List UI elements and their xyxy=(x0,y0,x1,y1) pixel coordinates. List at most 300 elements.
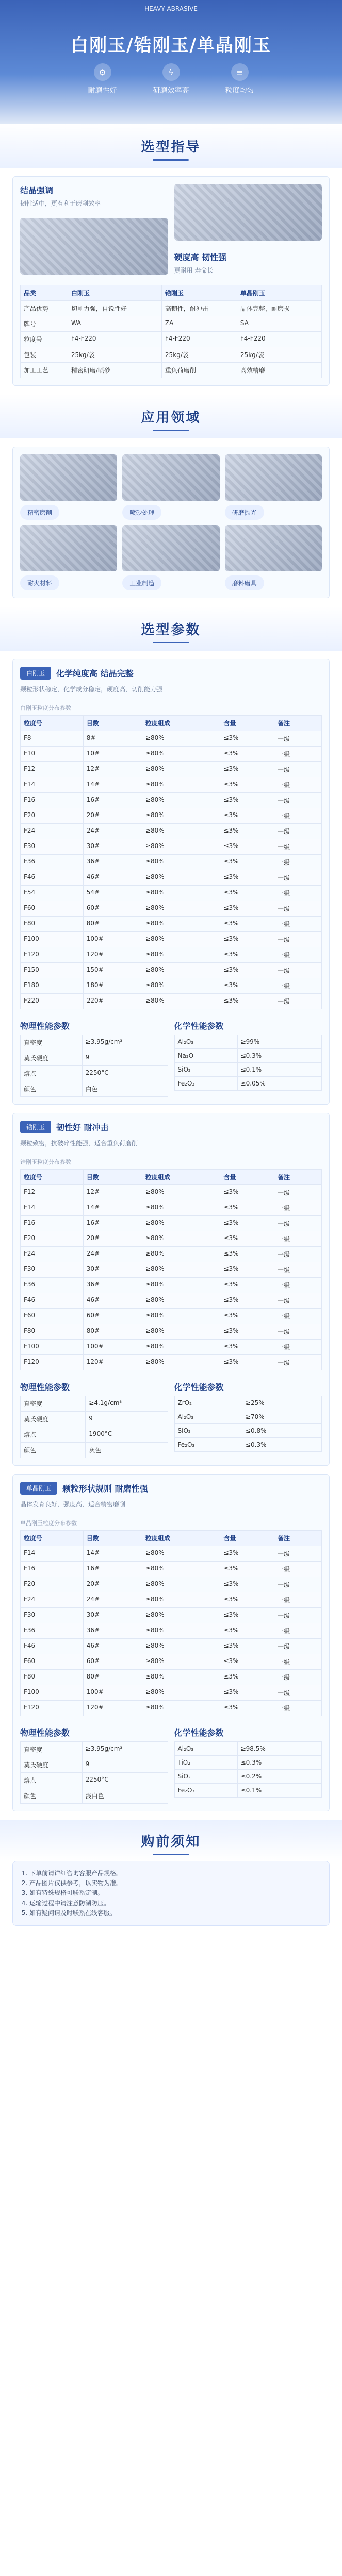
td: ≤3% xyxy=(220,1293,274,1309)
td: ≤3% xyxy=(220,917,274,932)
td: F80 xyxy=(21,1670,84,1685)
td: 54# xyxy=(83,886,142,901)
td: 一级 xyxy=(274,731,322,747)
td: ≥80% xyxy=(142,1262,220,1278)
td: ≥80% xyxy=(142,1577,220,1592)
td: ≤3% xyxy=(220,793,274,808)
td: 9 xyxy=(86,1412,168,1427)
td: F120 xyxy=(21,1701,84,1716)
th: 目数 xyxy=(83,1170,142,1185)
td: Fe₂O₃ xyxy=(174,1077,237,1091)
feature-2 xyxy=(153,63,189,95)
th: 粒度组成 xyxy=(142,1170,220,1185)
guide-th-0: 品类 xyxy=(21,285,68,301)
app-label: 研磨抛光 xyxy=(225,505,264,520)
guide-top xyxy=(20,184,322,275)
td: ≤3% xyxy=(220,1185,274,1200)
td: ≥80% xyxy=(142,1231,220,1247)
section-title-params: 选型参数 xyxy=(141,619,201,638)
td: 一级 xyxy=(274,1546,322,1562)
td: 一级 xyxy=(274,1185,322,1200)
td: 24# xyxy=(83,1592,142,1608)
app-image xyxy=(225,525,322,571)
th: 备注 xyxy=(274,1170,322,1185)
td: ≥80% xyxy=(142,1639,220,1654)
params-single-desc: 晶体发育良好，强度高，适合精密磨削 xyxy=(20,1501,126,1508)
td: 一级 xyxy=(274,808,322,824)
td: ≥80% xyxy=(142,1701,220,1716)
td: Fe₂O₃ xyxy=(174,1784,237,1798)
td: F14 xyxy=(21,1200,84,1216)
td: ≥80% xyxy=(142,1293,220,1309)
td: ≤3% xyxy=(220,1324,274,1340)
guide-cell: ZA xyxy=(161,316,237,332)
td: ≤3% xyxy=(220,1340,274,1355)
td: 36# xyxy=(83,1623,142,1639)
td: 100# xyxy=(83,1685,142,1701)
td: 20# xyxy=(83,1577,142,1592)
td: 一级 xyxy=(274,978,322,994)
td: 12# xyxy=(83,1185,142,1200)
guide-cell: 25kg/袋 xyxy=(161,347,237,363)
td: Al₂O₃ xyxy=(174,1035,237,1049)
td: ≤3% xyxy=(220,762,274,777)
app-item xyxy=(20,454,117,520)
layers-icon: ≡ xyxy=(231,63,249,81)
guide-left-image xyxy=(20,218,168,275)
td: 一级 xyxy=(274,762,322,777)
guide-cell: F4-F220 xyxy=(68,332,161,347)
td: F20 xyxy=(21,1231,84,1247)
td: 一级 xyxy=(274,1562,322,1577)
td: ≥80% xyxy=(142,886,220,901)
td: ≥25% xyxy=(242,1396,321,1410)
td: ≥3.95g/cm³ xyxy=(82,1742,168,1757)
td: ≥80% xyxy=(142,978,220,994)
td: F36 xyxy=(21,1623,84,1639)
td: 150# xyxy=(83,963,142,978)
td: 80# xyxy=(83,1324,142,1340)
td: 一级 xyxy=(274,1262,322,1278)
th: 粒度号 xyxy=(21,1531,84,1546)
params-white-chem-table xyxy=(174,1035,322,1091)
params-single-header xyxy=(20,1482,322,1495)
td: 一级 xyxy=(274,1608,322,1623)
notice-box xyxy=(12,1861,330,1926)
td: SiO₂ xyxy=(174,1770,237,1784)
td: ≥80% xyxy=(142,1185,220,1200)
td: 浅白色 xyxy=(82,1788,168,1804)
td: F24 xyxy=(21,1592,84,1608)
td: ≤3% xyxy=(220,1654,274,1670)
td: ≤0.3% xyxy=(242,1438,321,1452)
td: 46# xyxy=(83,870,142,886)
td: ≥80% xyxy=(142,1685,220,1701)
td: ≤0.3% xyxy=(237,1049,321,1063)
td: 一级 xyxy=(274,1670,322,1685)
td: F46 xyxy=(21,870,84,886)
td: ≤3% xyxy=(220,932,274,947)
td: 灰色 xyxy=(86,1443,168,1458)
app-image xyxy=(122,454,219,501)
td: 一级 xyxy=(274,994,322,1009)
td: 2250°C xyxy=(82,1773,168,1788)
td: TiO₂ xyxy=(174,1756,237,1770)
section-title-applications: 应用领域 xyxy=(141,407,201,426)
th: 备注 xyxy=(274,1531,322,1546)
guide-cell: F4-F220 xyxy=(161,332,237,347)
app-image xyxy=(20,525,117,571)
th: 目数 xyxy=(83,1531,142,1546)
td: ≤3% xyxy=(220,1309,274,1324)
td: ≤0.8% xyxy=(242,1424,321,1438)
params-zirconia-phys-chem xyxy=(20,1381,322,1458)
td: F36 xyxy=(21,855,84,870)
params-single-title: 颗粒形状规则 耐磨性强 xyxy=(62,1484,148,1494)
td: F120 xyxy=(21,1355,84,1370)
th: 粒度号 xyxy=(21,1170,84,1185)
td: F220 xyxy=(21,994,84,1009)
td: 一级 xyxy=(274,793,322,808)
guide-cell: 精密研磨/喷砂 xyxy=(68,363,161,378)
guide-cell: 25kg/袋 xyxy=(237,347,321,363)
td: SiO₂ xyxy=(174,1424,242,1438)
td: ≥80% xyxy=(142,731,220,747)
params-single-phys-title: 物理性能参数 xyxy=(20,1728,70,1738)
td: 一级 xyxy=(274,839,322,855)
params-zirconia-chem xyxy=(174,1381,322,1458)
th: 含量 xyxy=(220,1531,274,1546)
td: 颜色 xyxy=(21,1443,86,1458)
app-item xyxy=(20,525,117,590)
td: 20# xyxy=(83,808,142,824)
applications-grid xyxy=(20,454,322,590)
td: 36# xyxy=(83,855,142,870)
td: ≤3% xyxy=(220,1685,274,1701)
td: F14 xyxy=(21,777,84,793)
td: ≤3% xyxy=(220,1278,274,1293)
guide-cell: 包装 xyxy=(21,347,68,363)
td: 30# xyxy=(83,1608,142,1623)
params-zirconia-card xyxy=(12,1113,330,1466)
th: 粒度组成 xyxy=(142,1531,220,1546)
td: 熔点 xyxy=(21,1066,83,1081)
params-single-chem xyxy=(174,1726,322,1804)
td: 熔点 xyxy=(21,1773,83,1788)
td: ≥80% xyxy=(142,963,220,978)
notice-item: 2. 产品图片仅供参考，以实物为准。 xyxy=(29,1878,322,1888)
td: 白色 xyxy=(82,1081,168,1097)
guide-cell: 25kg/袋 xyxy=(68,347,161,363)
notice-list xyxy=(20,1869,322,1918)
td: ≤3% xyxy=(220,1247,274,1262)
td: ≤3% xyxy=(220,1577,274,1592)
td: ≥80% xyxy=(142,1654,220,1670)
td: 2250°C xyxy=(82,1066,168,1081)
params-white-table-title: 白刚玉粒度分布参数 xyxy=(20,705,71,711)
td: ≥80% xyxy=(142,1309,220,1324)
td: 80# xyxy=(83,1670,142,1685)
td: ≤3% xyxy=(220,963,274,978)
td: 颜色 xyxy=(21,1081,83,1097)
params-single-phys xyxy=(20,1726,168,1804)
params-white-phys-chem xyxy=(20,1020,322,1097)
td: 一级 xyxy=(274,1324,322,1340)
params-single-phys-table xyxy=(20,1741,168,1804)
td: ≤3% xyxy=(220,947,274,963)
feature-3-label: 粒度均匀 xyxy=(225,87,254,95)
params-zirconia-title: 韧性好 耐冲击 xyxy=(56,1123,109,1132)
td: F20 xyxy=(21,1577,84,1592)
td: ≤3% xyxy=(220,901,274,917)
td: ≤3% xyxy=(220,1592,274,1608)
params-zirconia-desc: 颗粒致密，抗破碎性能强，适合重负荷磨削 xyxy=(20,1140,138,1147)
td: ≤3% xyxy=(220,1216,274,1231)
td: ≥80% xyxy=(142,1670,220,1685)
app-item xyxy=(225,454,322,520)
td: 80# xyxy=(83,917,142,932)
td: ≤3% xyxy=(220,1262,274,1278)
td: ≥80% xyxy=(142,762,220,777)
params-single-chem-title: 化学性能参数 xyxy=(174,1728,224,1738)
guide-cell: 牌号 xyxy=(21,316,68,332)
td: ≥80% xyxy=(142,793,220,808)
td: ≥80% xyxy=(142,917,220,932)
td: 一级 xyxy=(274,963,322,978)
td: 220# xyxy=(83,994,142,1009)
td: ≤3% xyxy=(220,1231,274,1247)
section-applications xyxy=(0,394,342,438)
guide-right-desc: 更耐用 寿命长 xyxy=(174,267,214,274)
td: ZrO₂ xyxy=(174,1396,242,1410)
app-item xyxy=(122,525,219,590)
td: F150 xyxy=(21,963,84,978)
td: 100# xyxy=(83,1340,142,1355)
td: 16# xyxy=(83,1216,142,1231)
td: F30 xyxy=(21,839,84,855)
td: ≤3% xyxy=(220,1200,274,1216)
hero-banner xyxy=(0,0,342,124)
app-image xyxy=(20,454,117,501)
feature-1-label: 耐磨性好 xyxy=(88,87,117,95)
td: 一级 xyxy=(274,1200,322,1216)
td: ≤3% xyxy=(220,1562,274,1577)
td: F100 xyxy=(21,932,84,947)
td: 一级 xyxy=(274,747,322,762)
td: 9 xyxy=(82,1757,168,1773)
td: ≥80% xyxy=(142,901,220,917)
td: 一级 xyxy=(274,824,322,839)
td: 一级 xyxy=(274,1216,322,1231)
td: 46# xyxy=(83,1639,142,1654)
feature-2-label: 研磨效率高 xyxy=(153,87,189,95)
section-title-select-guide: 选型指导 xyxy=(141,137,201,156)
td: 一级 xyxy=(274,1685,322,1701)
td: ≤0.3% xyxy=(237,1756,321,1770)
td: 24# xyxy=(83,1247,142,1262)
td: 一级 xyxy=(274,1355,322,1370)
params-single-tag: 单晶刚玉 xyxy=(20,1482,57,1495)
td: ≤3% xyxy=(220,886,274,901)
td: 180# xyxy=(83,978,142,994)
td: F20 xyxy=(21,808,84,824)
td: ≥80% xyxy=(142,994,220,1009)
guide-cell: 高韧性，耐冲击 xyxy=(161,301,237,316)
td: ≥99% xyxy=(237,1035,321,1049)
section-select-guide xyxy=(0,124,342,168)
params-white-table xyxy=(20,715,322,1009)
td: ≥80% xyxy=(142,1608,220,1623)
td: F24 xyxy=(21,824,84,839)
td: 120# xyxy=(83,1355,142,1370)
guide-cell: 加工工艺 xyxy=(21,363,68,378)
td: F10 xyxy=(21,747,84,762)
td: F100 xyxy=(21,1685,84,1701)
notice-item: 5. 如有疑问请及时联系在线客服。 xyxy=(29,1908,322,1918)
params-zirconia-table xyxy=(20,1169,322,1370)
guide-left xyxy=(20,184,168,275)
td: ≤3% xyxy=(220,855,274,870)
td: 60# xyxy=(83,1309,142,1324)
gear-icon: ⚙ xyxy=(94,63,111,81)
td: 一级 xyxy=(274,1247,322,1262)
section-notice xyxy=(0,1820,342,1861)
td: 莫氏硬度 xyxy=(21,1757,83,1773)
th: 备注 xyxy=(274,716,322,731)
td: 14# xyxy=(83,777,142,793)
app-label: 耐火材料 xyxy=(20,575,59,590)
hero-icons xyxy=(0,63,342,95)
td: ≥80% xyxy=(142,824,220,839)
td: F100 xyxy=(21,1340,84,1355)
guide-cell: SA xyxy=(237,316,321,332)
td: 一级 xyxy=(274,1293,322,1309)
th: 粒度号 xyxy=(21,716,84,731)
td: 120# xyxy=(83,1701,142,1716)
td: Na₂O xyxy=(174,1049,237,1063)
app-item xyxy=(122,454,219,520)
bolt-icon: ϟ xyxy=(162,63,180,81)
params-zirconia-phys xyxy=(20,1381,168,1458)
td: 真密度 xyxy=(21,1035,83,1050)
td: 一级 xyxy=(274,1577,322,1592)
app-label: 磨料磨具 xyxy=(225,575,264,590)
td: ≤3% xyxy=(220,777,274,793)
params-single-card xyxy=(12,1474,330,1811)
params-zirconia-phys-title: 物理性能参数 xyxy=(20,1382,70,1392)
params-zirconia-table-title: 锆刚玉粒度分布参数 xyxy=(20,1159,71,1165)
td: 一级 xyxy=(274,777,322,793)
td: ≤3% xyxy=(220,870,274,886)
td: ≤3% xyxy=(220,1608,274,1623)
td: 莫氏硬度 xyxy=(21,1412,86,1427)
app-label: 喷砂处理 xyxy=(122,505,161,520)
td: Al₂O₃ xyxy=(174,1742,237,1756)
params-zirconia-tag: 锆刚玉 xyxy=(20,1121,51,1133)
td: 一级 xyxy=(274,1309,322,1324)
guide-right-image xyxy=(174,184,322,241)
td: ≥80% xyxy=(142,855,220,870)
guide-cell: 切削力强，自锐性好 xyxy=(68,301,161,316)
params-zirconia-header xyxy=(20,1121,322,1133)
params-single-phys-chem xyxy=(20,1726,322,1804)
td: F180 xyxy=(21,978,84,994)
td: ≤0.05% xyxy=(237,1077,321,1091)
td: 120# xyxy=(83,947,142,963)
td: F8 xyxy=(21,731,84,747)
notice-item: 3. 如有特殊规格可联系定制。 xyxy=(29,1888,322,1898)
td: 1900°C xyxy=(86,1427,168,1443)
td: ≥80% xyxy=(142,808,220,824)
params-white-tag: 白刚玉 xyxy=(20,667,51,680)
td: 24# xyxy=(83,824,142,839)
td: 60# xyxy=(83,901,142,917)
td: 一级 xyxy=(274,1592,322,1608)
td: 一级 xyxy=(274,870,322,886)
th: 目数 xyxy=(83,716,142,731)
td: ≤3% xyxy=(220,731,274,747)
params-white-chem-title: 化学性能参数 xyxy=(174,1021,224,1031)
td: F36 xyxy=(21,1278,84,1293)
th: 含量 xyxy=(220,716,274,731)
td: F24 xyxy=(21,1247,84,1262)
td: 一级 xyxy=(274,947,322,963)
td: ≥80% xyxy=(142,1324,220,1340)
td: ≤3% xyxy=(220,978,274,994)
td: ≤3% xyxy=(220,1623,274,1639)
td: F12 xyxy=(21,1185,84,1200)
guide-cell: 重负荷磨削 xyxy=(161,363,237,378)
guide-card xyxy=(12,176,330,386)
params-white-phys-title: 物理性能参数 xyxy=(20,1021,70,1031)
td: ≥4.1g/cm³ xyxy=(86,1396,168,1412)
td: F80 xyxy=(21,1324,84,1340)
td: F80 xyxy=(21,917,84,932)
guide-th-1: 白刚玉 xyxy=(68,285,161,301)
td: ≤0.1% xyxy=(237,1063,321,1077)
app-item xyxy=(225,525,322,590)
td: ≥80% xyxy=(142,1247,220,1262)
td: 16# xyxy=(83,1562,142,1577)
td: 熔点 xyxy=(21,1427,86,1443)
td: ≥80% xyxy=(142,747,220,762)
td: ≤3% xyxy=(220,1670,274,1685)
td: 真密度 xyxy=(21,1742,83,1757)
td: 一级 xyxy=(274,855,322,870)
td: 12# xyxy=(83,762,142,777)
params-zirconia-chem-table xyxy=(174,1396,322,1452)
td: ≥80% xyxy=(142,1355,220,1370)
td: ≤3% xyxy=(220,1546,274,1562)
app-image xyxy=(225,454,322,501)
params-single-chem-table xyxy=(174,1741,322,1798)
td: ≥3.95g/cm³ xyxy=(82,1035,168,1050)
td: F16 xyxy=(21,793,84,808)
td: ≥80% xyxy=(142,947,220,963)
td: ≥80% xyxy=(142,777,220,793)
page-title: 白刚玉/锆刚玉/单晶刚玉 xyxy=(71,35,271,56)
td: ≤3% xyxy=(220,839,274,855)
td: ≤3% xyxy=(220,824,274,839)
guide-cell: 高效精磨 xyxy=(237,363,321,378)
td: 一级 xyxy=(274,886,322,901)
section-title-notice: 购前须知 xyxy=(141,1831,201,1850)
td: F54 xyxy=(21,886,84,901)
td: ≥98.5% xyxy=(237,1742,321,1756)
th: 含量 xyxy=(220,1170,274,1185)
params-zirconia-phys-table xyxy=(20,1396,168,1458)
td: ≤3% xyxy=(220,1701,274,1716)
